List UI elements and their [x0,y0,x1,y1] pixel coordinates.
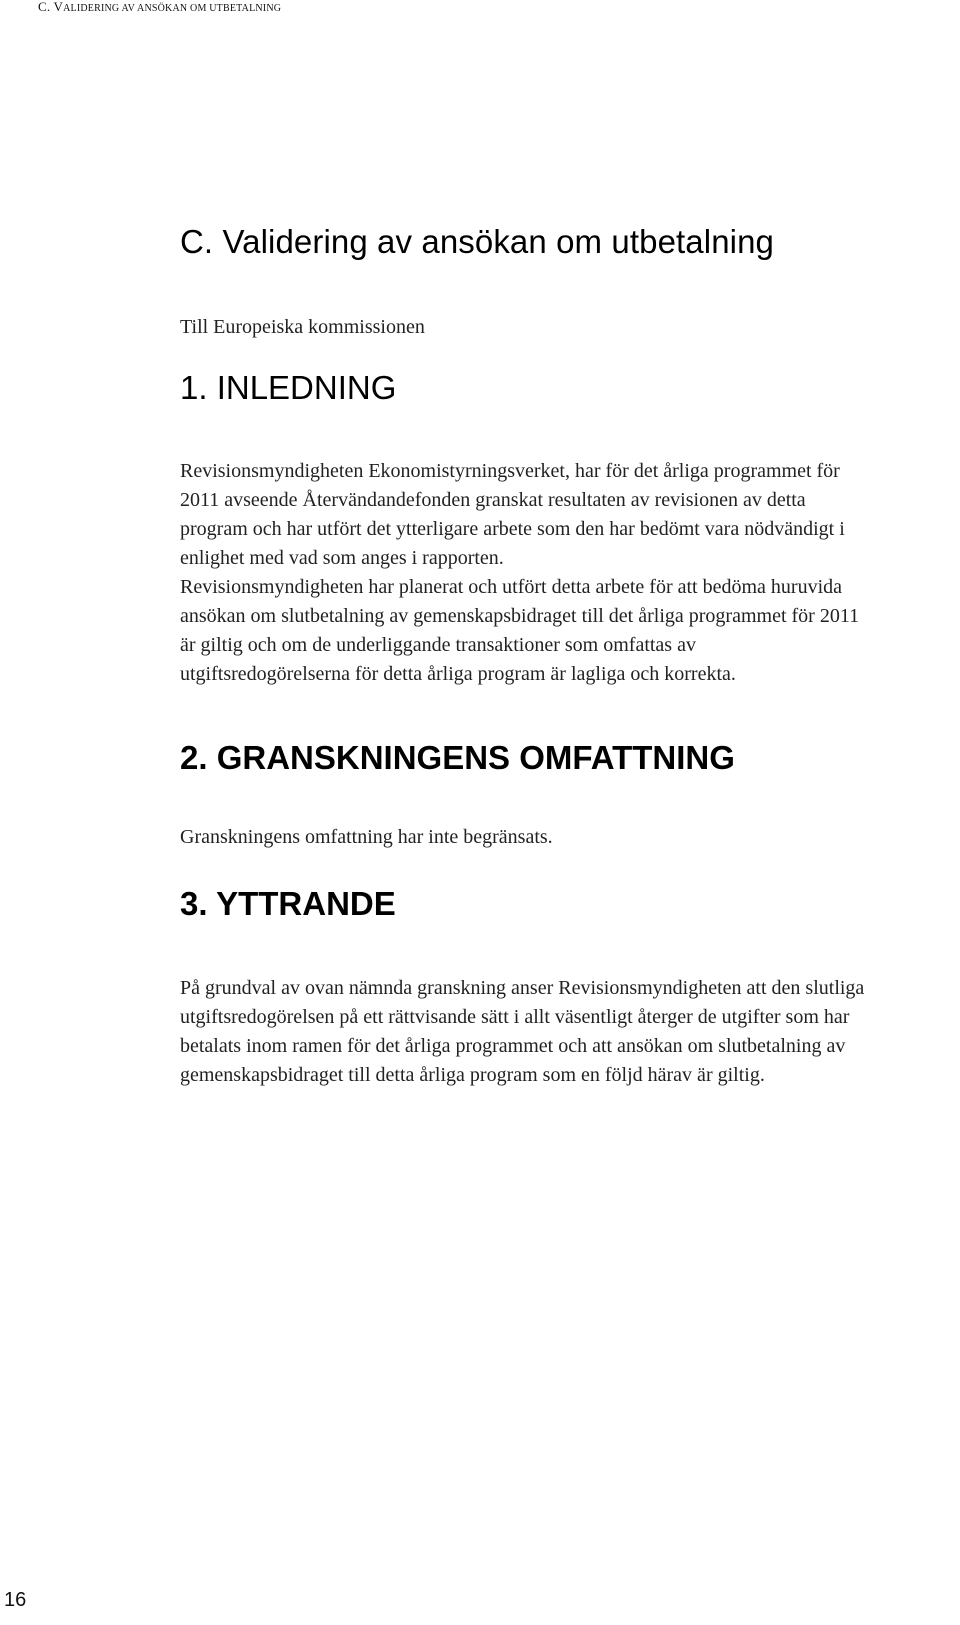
body-line: utgiftsredogörelserna för detta årliga program är lagliga och korrekta. [180,663,736,685]
running-header [38,0,281,16]
section-body-inledning [180,457,930,689]
section-heading-inledning: 1. INLEDNING [180,369,397,406]
body-line: Granskningens omfattning har inte begränsats. [180,826,553,848]
body-line: På grundval av ovan nämnda granskning anser Revisionsmyndigheten att den slutliga [180,977,865,999]
page-number: 16 [4,1589,27,1611]
running-header-rest: ALIDERING AV ANSÖKAN OM UTBETALNING [63,3,282,14]
body-line: program och har utfört det ytterligare arbete som den har bedömt vara nödvändigt i [180,518,845,540]
section-heading-granskningens-omfattning: 2. GRANSKNINGENS OMFATTNING [180,739,735,776]
body-line: betalats inom ramen för det årliga programmet och att ansökan om slutbetalning av [180,1035,846,1057]
body-line: enlighet med vad som anges i rapporten. [180,547,504,569]
body-line: 2011 avseende Återvändandefonden granskat resultaten av revisionen av detta [180,489,806,511]
body-line: Revisionsmyndigheten har planerat och utfört detta arbete för att bedöma huruvida [180,576,843,598]
body-line: Revisionsmyndigheten Ekonomistyrningsverket, har för det årliga programmet för [180,460,840,482]
addressee: Till Europeiska kommissionen [180,316,425,338]
running-header-initial: C. V [38,0,64,14]
document-title: C. Validering av ansökan om utbetalning [180,223,774,260]
body-line: ansökan om slutbetalning av gemenskapsbidraget till det årliga programmet för 2011 [180,605,860,627]
section-body-granskningens-omfattning [180,823,930,852]
section-heading-yttrande: 3. YTTRANDE [180,885,396,922]
body-line: utgiftsredogörelsen på ett rättvisande sätt i allt väsentligt återger de utgifter som har [180,1006,850,1028]
section-body-yttrande [180,974,930,1090]
body-line: gemenskapsbidraget till detta årliga program som en följd härav är giltig. [180,1064,765,1086]
body-line: är giltig och om de underliggande transaktioner som omfattas av [180,634,696,656]
